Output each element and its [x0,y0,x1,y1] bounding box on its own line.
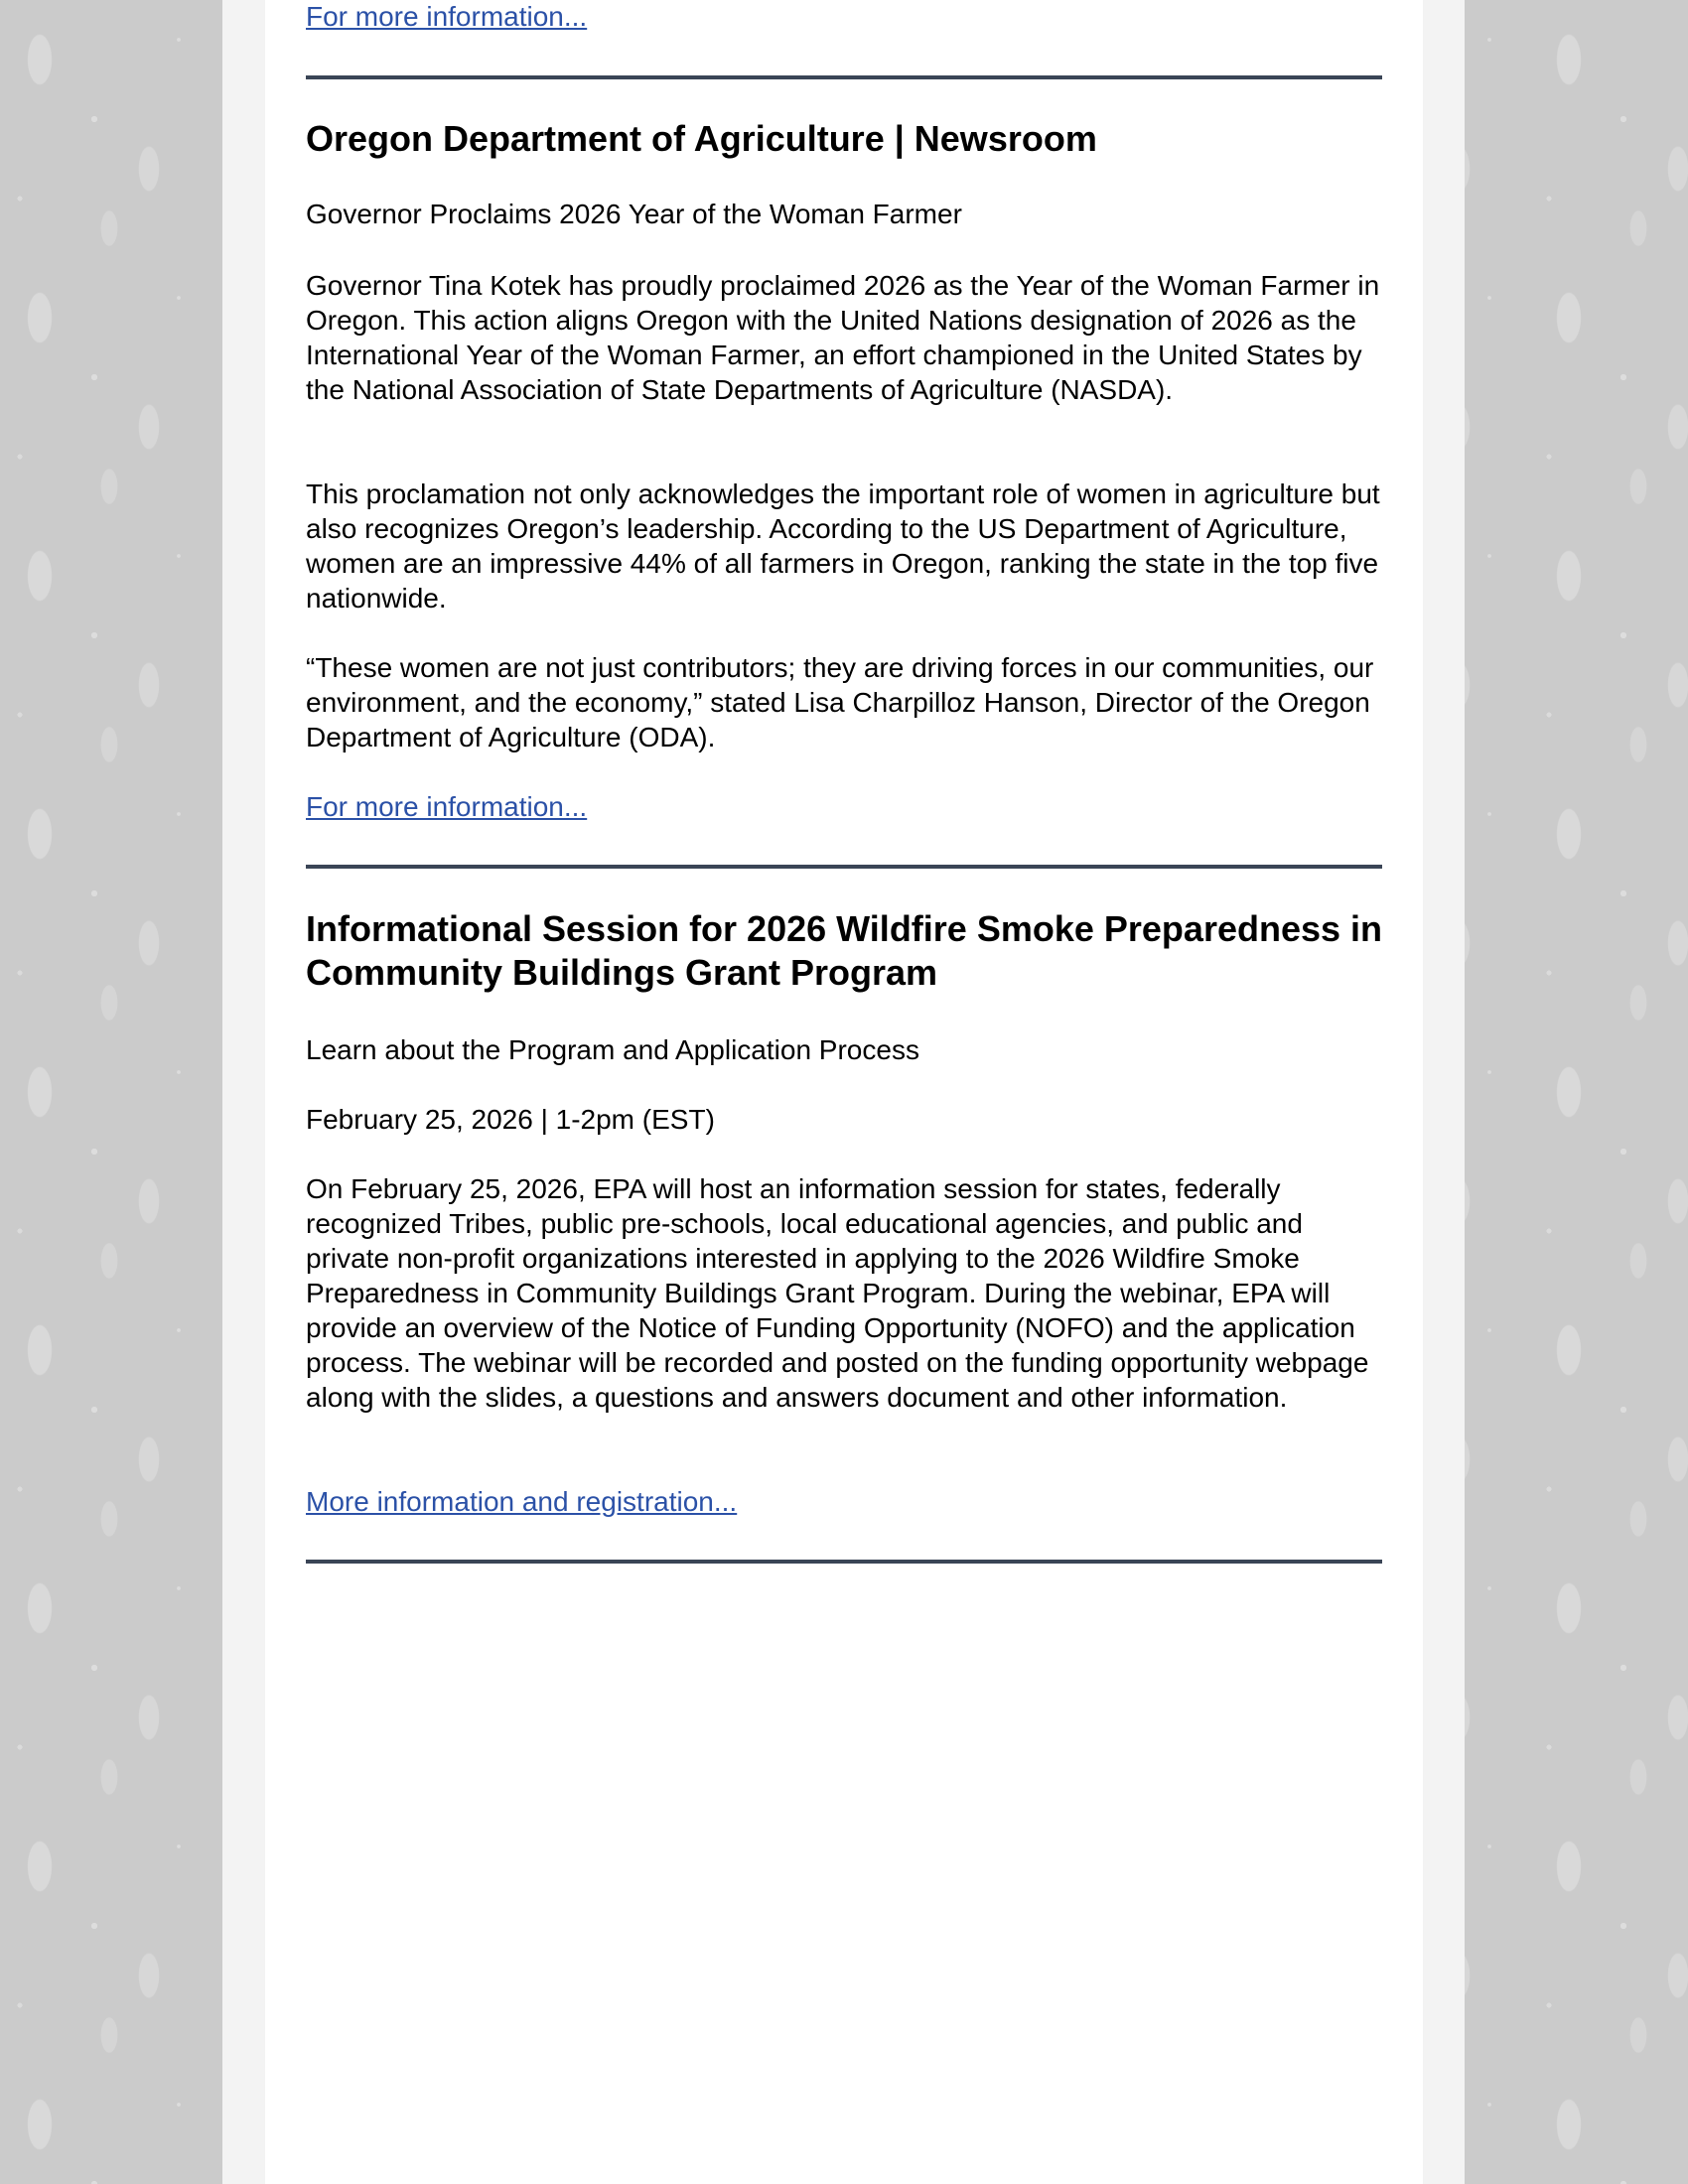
oda-section-title: Oregon Department of Agriculture | Newsroom [306,118,1097,159]
section-divider [306,1560,1382,1564]
wildfire-registration-link[interactable]: More information and registration... [306,1486,738,1517]
section-divider [306,75,1382,79]
oda-paragraph-1: Governor Tina Kotek has proudly proclaimed 2026 as the Year of the Woman Farmer in Oregon. This action aligns Oregon with the United Nations designation of 2026 as the International Year of the Woman Farmer, an effort championed in the United States by the National Association of State Departments of Agriculture (NASDA). [306,270,1380,405]
oda-paragraph-3: “These women are not just contributors; they are driving forces in our communities, our environment, and the economy,” stated Lisa Charpilloz Hanson, Director of the Oregon Department of Agriculture (ODA). [306,652,1374,752]
oda-paragraph-2: This proclamation not only acknowledges the important role of women in agriculture but also recognizes Oregon’s leadership. According to the US Department of Agriculture, women are an impressive 44% of all farmers in Oregon, ranking the state in the top five nationwide. [306,478,1380,614]
wildfire-section-title: Informational Session for 2026 Wildfire Smoke Preparedness in Community Buildings Grant Program [306,908,1383,993]
wildfire-subtitle: Learn about the Program and Application Process [306,1034,919,1065]
oda-subtitle: Governor Proclaims 2026 Year of the Woman Farmer [306,199,962,229]
section-divider [306,865,1382,869]
top-more-info-link[interactable]: For more information... [306,1,588,32]
wildfire-paragraph-1: On February 25, 2026, EPA will host an information session for states, federally recognized Tribes, public pre-schools, local educational agencies, and public and private non-profit organizations interested in applying to the 2026 Wildfire Smoke Preparedness in Community Buildings Grant Program. During the webinar, EPA will provide an overview of the Notice of Funding Opportunity (NOFO) and the application process. The webinar will be recorded and posted on the funding opportunity webpage along with the slides, a questions and answers document and other information. [306,1173,1369,1413]
wildfire-date-line: February 25, 2026 | 1-2pm (EST) [306,1104,715,1135]
oda-more-info-link[interactable]: For more information... [306,791,588,822]
newsletter-card [265,0,1423,2184]
